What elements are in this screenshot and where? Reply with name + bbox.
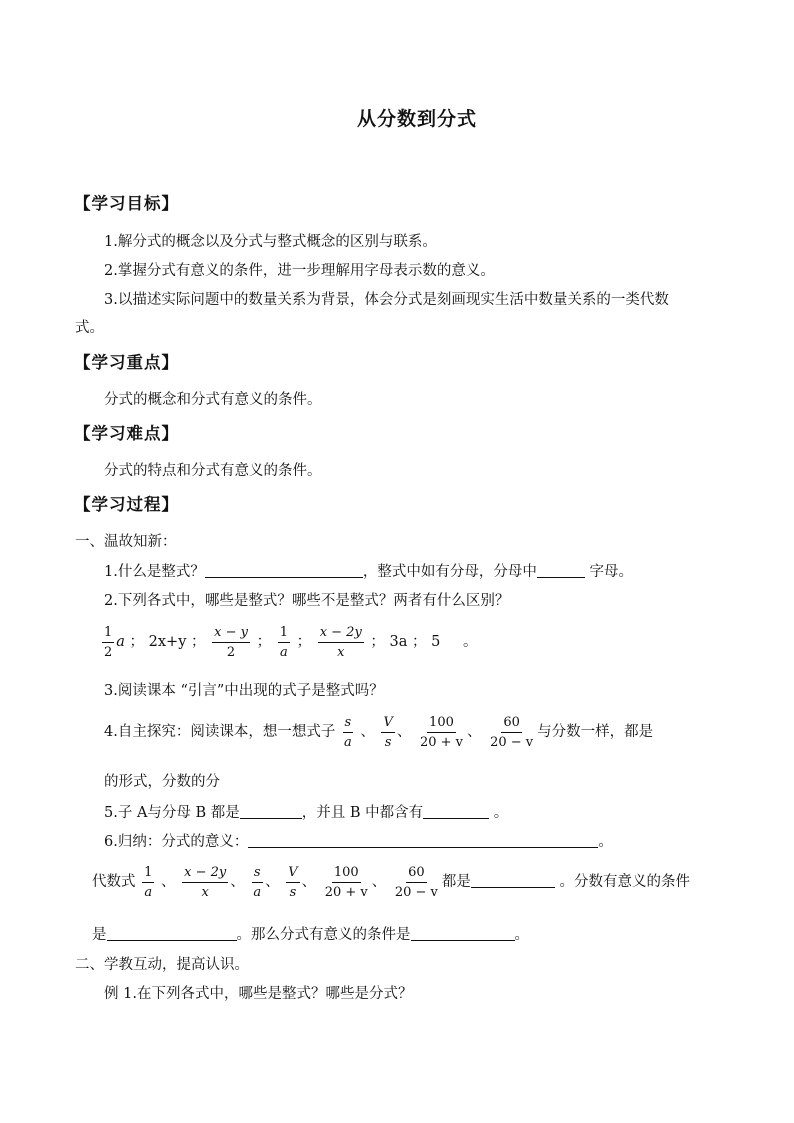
objective-item: 3.以描述实际问题中的数量关系为背景，体会分式是刻画现实生活中数量关系的一类代数 [104,292,669,308]
question-6: 6.归纳：分式的意义： 。 [104,834,613,850]
fraction: $\frac{x - y}{2}$ [214,624,248,660]
q1-text-a: 1.什么是整式？ [104,564,205,580]
difficulties-heading: 【学习难点】 [74,424,179,443]
part2-heading: 二、学教互动，提高认识。 [75,957,249,973]
answer-blank[interactable] [411,925,515,941]
part1-heading: 一、温故知新： [75,534,177,550]
question-5: 5.子 A与分母 B 都是 ，并且 B 中都含有 。 [104,805,509,821]
fraction: $\frac{s}{a}$ [343,714,352,750]
process-heading: 【学习过程】 [74,495,179,514]
summary-line: 代数式 $\frac{1}{a}$ 、 $\frac{x - 2y}{x}$ 、 $\frac{s}{a}$ 、 $\frac{V}{s}$ 、 $\frac{100}{20 + v}$ 、 $\frac{60}{20 - v}$ 都是 。分数有意义的条件 [92,864,691,900]
answer-blank[interactable] [205,562,363,578]
expression-row: $\frac{1}{2}$ a ； 2x+y ； $\frac{x - y}{2}$ ； $\frac{1}{a}$ ； $\frac{x - 2y}{x}$ ； 3a ； 5 。 [104,624,478,660]
question-2: 2.下列各式中，哪些是整式？哪些不是整式？两者有什么区别？ [104,593,510,609]
fraction: $\frac{1}{a}$ [279,624,288,660]
fraction: $\frac{1}{a}$ [144,864,153,900]
question-4-continued: 的形式，分数的分 [104,774,220,790]
summary-line-2: 是 。那么分式有意义的条件是 。 [92,927,529,943]
objectives-heading: 【学习目标】 [74,194,179,213]
expression-text: 3a [389,634,408,650]
fraction: $\frac{V}{s}$ [288,864,298,900]
q1-text-b: ，整式中如有分母，分母中 [362,564,537,580]
objective-item: 式。 [75,320,104,336]
q1-text-c: 字母。 [584,564,633,580]
fraction: $\frac{x - 2y}{x}$ [319,624,362,660]
answer-blank[interactable] [248,832,598,848]
fraction: $\frac{100}{20 + v}$ [419,714,463,750]
question-3: 3.阅读课本 “引言”中出现的式子是整式吗？ [104,683,384,699]
fraction: $\frac{x - 2y}{x}$ [184,864,227,900]
expression-text: 5 [431,634,441,650]
question-1 [104,562,633,582]
example-1: 例 1.在下列各式中，哪些是整式？哪些是分式？ [104,986,413,1002]
fraction: $\frac{s}{a}$ [253,864,262,900]
difficulties-text: 分式的特点和分式有意义的条件。 [104,463,322,479]
fraction: $\frac{100}{20 + v}$ [324,864,368,900]
question-4: 4.自主探究：阅读课本，想一想式子 $\frac{s}{a}$ 、 $\frac{V}{s}$ 、 $\frac{100}{20 + v}$ 、 $\frac{60}{20 - v}$ 与分数一样，都是 [104,714,654,750]
objective-item: 1.解分式的概念以及分式与整式概念的区别与联系。 [104,234,437,250]
answer-blank[interactable] [423,803,489,819]
key-points-text: 分式的概念和分式有意义的条件。 [104,392,322,408]
answer-blank[interactable] [240,803,302,819]
fraction: $\frac{1}{2}$ [104,624,113,660]
fraction: $\frac{60}{20 - v}$ [394,864,438,900]
objective-item: 2.掌握分式有意义的条件，进一步理解用字母表示数的意义。 [104,263,495,279]
fraction: $\frac{60}{20 - v}$ [490,714,534,750]
answer-blank[interactable] [537,562,585,578]
expression-text: 2x+y [148,634,187,650]
fraction: $\frac{V}{s}$ [383,714,393,750]
key-points-heading: 【学习重点】 [74,353,179,372]
answer-blank[interactable] [471,872,555,888]
page-title: 从分数到分式 [356,108,477,130]
answer-blank[interactable] [107,925,237,941]
